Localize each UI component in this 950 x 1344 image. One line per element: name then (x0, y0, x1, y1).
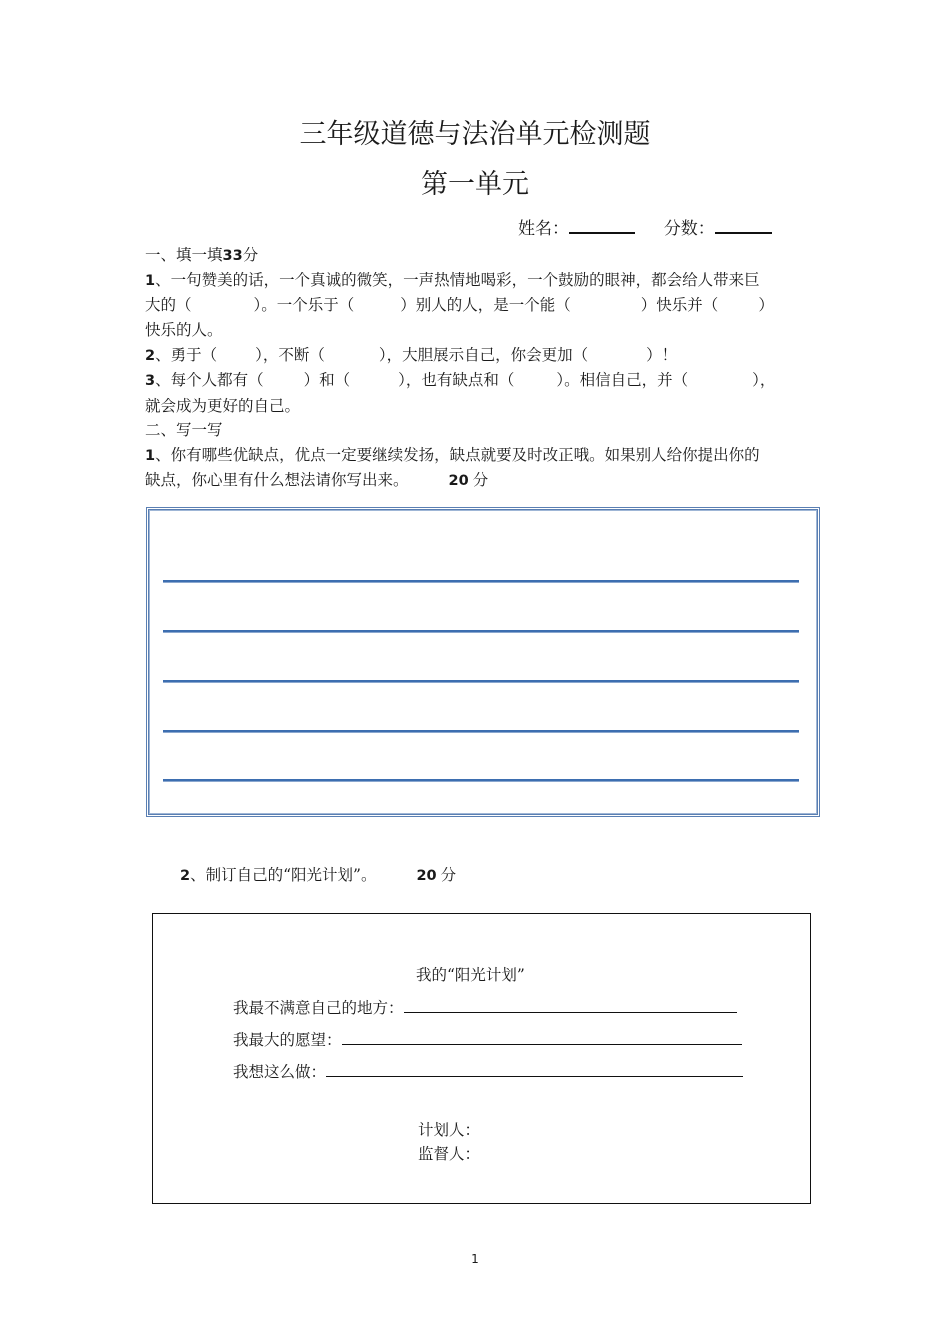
s2-q1-line2: 缺点，你心里有什么想法请你写出来。 20 分 (145, 471, 489, 489)
writing-line (163, 779, 799, 781)
q3-line1: 3、每个人都有（ ）和（ ），也有缺点和（ ）。相信自己，并（ ）， (145, 371, 776, 389)
writing-line (163, 630, 799, 632)
writing-line (163, 580, 799, 582)
page-title: 三年级道德与法治单元检测题 (299, 119, 651, 150)
plan-blank-3[interactable] (326, 1062, 743, 1077)
score-label: 分数： (663, 219, 715, 239)
s2-q1-line1: 1、你有哪些优缺点，优点一定要继续发扬，缺点就要及时改正哦。如果别人给你提出你的 (145, 446, 760, 464)
plan-line-wish: 我最大的愿望： (233, 1028, 742, 1050)
s2-q2-line: 2、制订自己的“阳光计划”。 20 分 (180, 866, 457, 884)
writing-line (163, 680, 799, 682)
name-label: 姓名： (518, 219, 569, 239)
q3-line2: 就会成为更好的自己。 (145, 397, 301, 415)
plan-line-dissatisfied: 我最不满意自己的地方： (233, 996, 737, 1018)
plan-line-action: 我想这么做： (233, 1060, 743, 1082)
writing-box[interactable] (146, 507, 820, 817)
planner-label: 计划人： (418, 1121, 481, 1139)
q1-line1: 1、一句赞美的话，一个真诚的微笑，一声热情地喝彩，一个鼓励的眼神，都会给人带来巨 (145, 271, 760, 289)
sunshine-plan-box (152, 913, 811, 1204)
writing-line (163, 730, 799, 732)
unit-subtitle: 第一单元 (421, 169, 529, 200)
name-blank[interactable] (569, 216, 635, 234)
q2-line: 2、勇于（ ），不断（ ），大胆展示自己，你会更加（ ）！ (145, 346, 678, 364)
page-number: 1 (471, 1252, 479, 1266)
score-blank[interactable] (715, 216, 772, 234)
plan-blank-2[interactable] (342, 1030, 742, 1045)
plan-blank-1[interactable] (404, 998, 737, 1013)
supervisor-label: 监督人： (418, 1145, 481, 1163)
section1-heading: 一、填一填33分 (145, 246, 259, 264)
student-info (518, 214, 772, 239)
plan-title: 我的“阳光计划” (416, 966, 525, 984)
q1-line2: 大的（ ）。一个乐于（ ）别人的人，是一个能（ ）快乐并（ ） (145, 296, 774, 314)
q1-line3: 快乐的人。 (145, 321, 223, 339)
section2-heading: 二、写一写 (145, 421, 223, 439)
